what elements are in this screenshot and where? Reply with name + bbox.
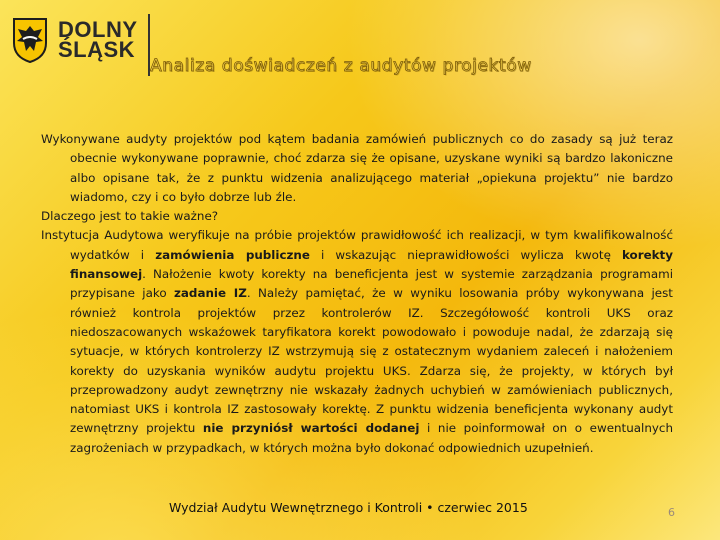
paragraph-institution [41,226,673,458]
paragraph-audits: Wykonywane audyty projektów pod kątem badania zamówień publicznych co do zasady są już teraz obecnie wykonywane poprawnie, choć zdarza się że opisane, uzyskane wyniki są bardzo lakoniczne albo opisane tak, że z punktu widzenia analizującego materiał „opiekuna projektu” nie bardzo wiadomo, czy i co było dobrze lub źle. [41,132,673,204]
logo-line-1: DOLNY [58,17,138,42]
paragraph-text: i wskazując nieprawidłowości wylicza kwotę [309,247,622,262]
logo-line-2: ŚLĄSK [58,37,136,62]
paragraph-text: . Nałożenie kwoty korekty na beneficjenta jest w systemie zarządzania programami przypisane jako [70,267,673,301]
page-number: 6 [668,506,675,519]
eagle-crest-icon [12,17,48,63]
paragraph-text: . Należy pamiętać, że w wyniku losowania próby wykonywana jest również kontrola projektów przez kontrolerów IZ. Szczegółowość kontroli UKS oraz niedoszacowanych wskaźowek taryfikatora korekt powodowało i powoduje nadal, że zdarzają się sytuacje, w których kontrolerzy IZ wstrzymują się z ostatecznym wydaniem zaleceń i nałożeniem korekty do uzyskania wyników audytu projektu UKS. Zdarza się, że projekty, w których był przeprowadzony audyt zewnętrzny nie wskazały żadnych uchybień w zamówieniach publicznych, natomiast UKS i kontrola IZ zastosowały korektę. Z punktu widzenia beneficjenta wykonany audyt zewnętrzny projektu [70,286,673,436]
paragraph-text: Instytucja Audytowa weryfikuje na próbie projektów prawidłowość ich realizacji, w tym kwalifikowalność wydatków i [41,228,673,262]
slide-title: Analiza doświadczeń z audytów projektów [150,56,532,76]
paragraph-question: Dlaczego jest to takie ważne? [41,209,219,224]
bold-phrase: zadanie IZ [173,286,247,301]
bold-phrase: nie przyniósł wartości dodanej [202,421,420,436]
slide-body [41,130,673,458]
slide-footer: Wydział Audytu Wewnętrznego i Kontroli • czerwiec 2015 [169,500,528,515]
bold-phrase: korekty finansowej [70,247,673,282]
paragraph-text: i nie poinformował on o ewentualnych zagrożeniach w przypadkach, w których można było dokonać odpowiednich uzupełnień. [70,421,673,455]
logo-wordmark [58,17,138,62]
dolny-slask-logo [12,12,162,68]
bold-phrase: zamówienia publiczne [155,247,310,262]
